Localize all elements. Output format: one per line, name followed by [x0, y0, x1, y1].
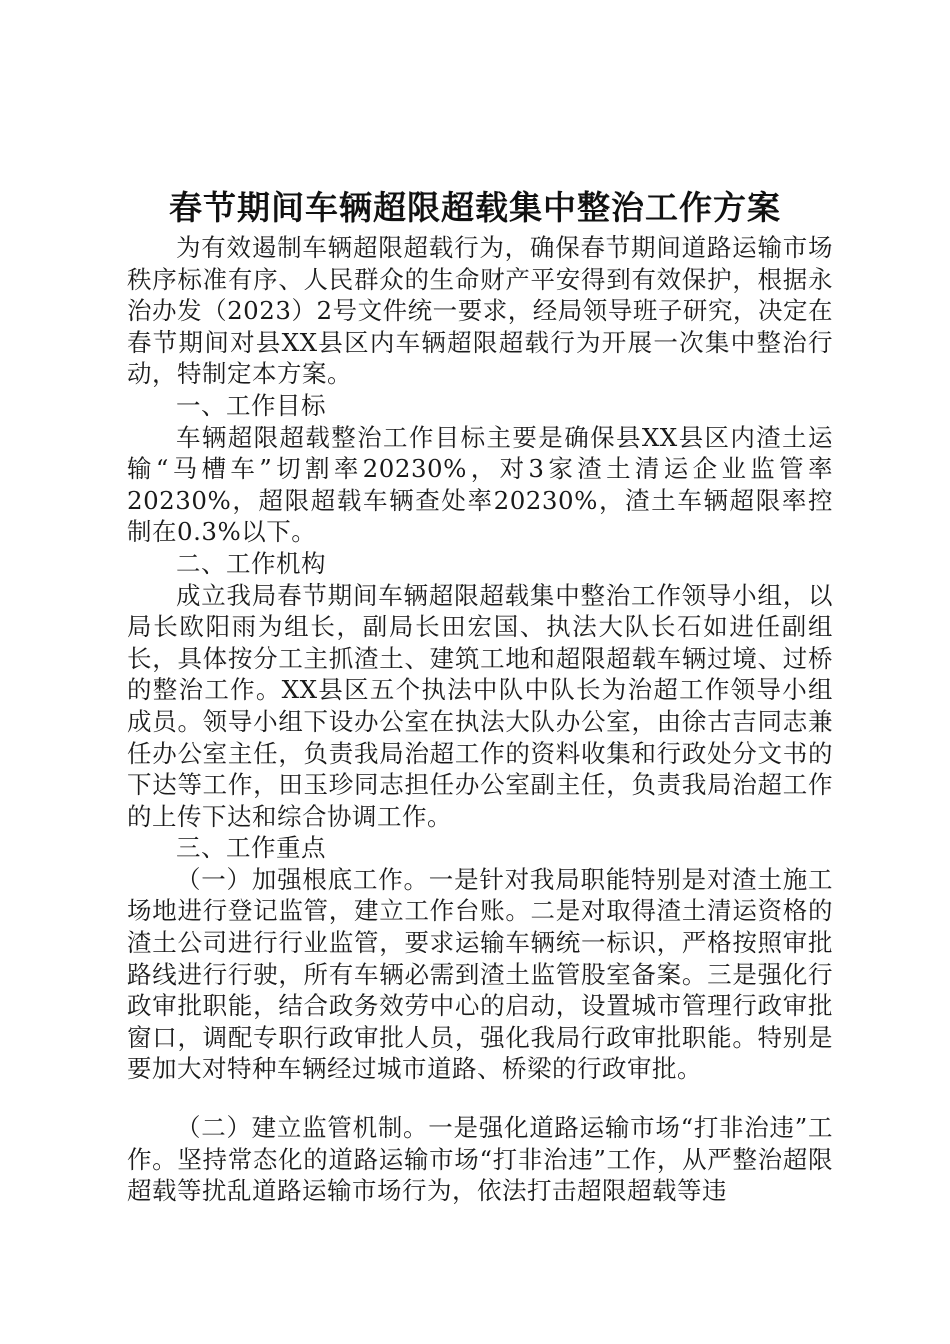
organization-paragraph: 成立我局春节期间车辆超限超载集中整治工作领导小组，以局长欧阳雨为组长，副局长田宏国、执法大队长石如进任副组长，具体按分工主抓渣土、建筑工地和超限超载车辆过境、过桥的整治工作。XX县区五个执法中队中队长为治超工作领导小组成员。领导小组下设办公室在执法大队办公室，由徐古吉同志兼任办公室主任，负责我局治超工作的资料收集和行政处分文书的下达等工作，田玉珍同志担任办公室副主任，负责我局治超工作的上传下达和综合协调工作。 [127, 580, 833, 831]
section-heading-organization: 二、工作机构 [176, 548, 326, 578]
section-heading-priorities: 三、工作重点 [176, 833, 326, 863]
document-body [127, 232, 833, 1207]
priority-one-paragraph: （一）加强根底工作。一是针对我局职能特别是对渣土施工场地进行登记监管，建立工作台账。二是对取得渣土清运资格的渣土公司进行行业监管，要求运输车辆统一标识，严格按照审批路线进行行驶，所有车辆必需到渣土监管股室备案。三是强化行政审批职能，结合政务效劳中心的启动，设置城市管理行政审批窗口，调配专职行政审批人员，强化我局行政审批职能。特别是要加大对特种车辆经过城市道路、桥梁的行政审批。 [127, 864, 833, 1084]
priority-two-paragraph: （二）建立监管机制。一是强化道路运输市场“打非治违”工作。坚持常态化的道路运输市场“打非治违”工作，从严整治超限超载等扰乱道路运输市场行为，依法打击超限超载等违 [127, 1113, 833, 1206]
section-heading-goals: 一、工作目标 [176, 390, 326, 420]
intro-paragraph: 为有效遏制车辆超限超载行为，确保春节期间道路运输市场秩序标准有序、人民群众的生命财产平安得到有效保护，根据永治办发（2023）2号文件统一要求，经局领导班子研究，决定在春节期间对县XX县区内车辆超限超载行为开展一次集中整治行动，特制定本方案。 [127, 233, 833, 389]
goals-paragraph: 车辆超限超载整治工作目标主要是确保县XX县区内渣土运输“马槽车”切割率20230%，对3家渣土清运企业监管率20230%，超限超载车辆查处率20230%，渣土车辆超限率控制在0.3%以下。 [127, 422, 833, 547]
document-title: 春节期间车辆超限超载集中整治工作方案 [169, 188, 781, 227]
